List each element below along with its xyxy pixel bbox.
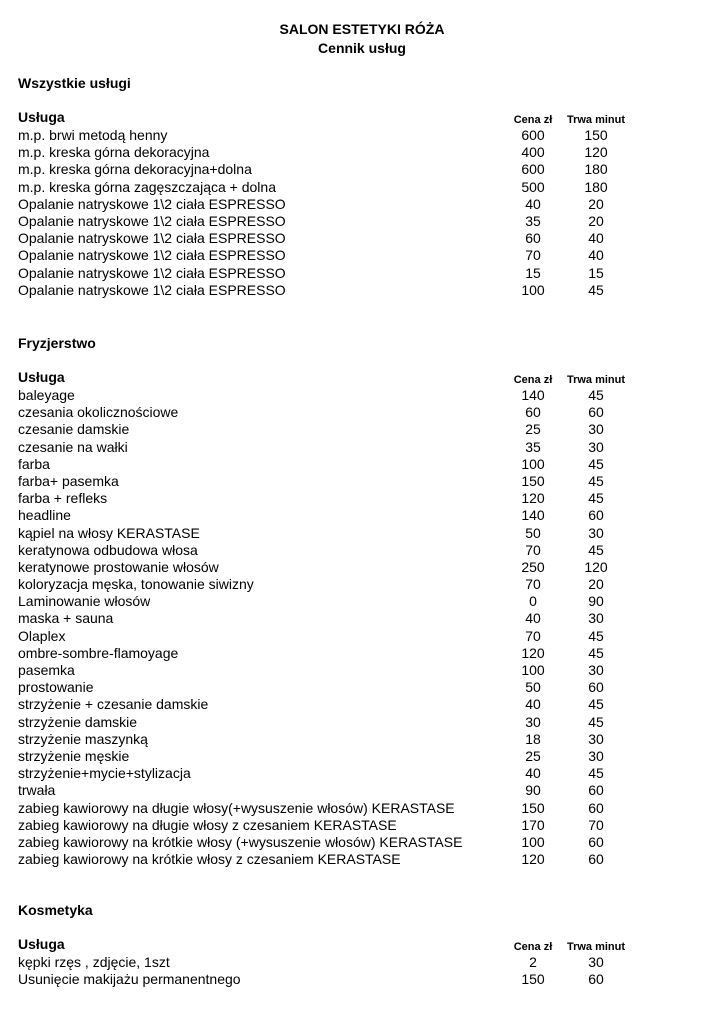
table-row [0,456,724,473]
table-row [0,731,724,748]
service-duration: 70 [588,816,604,833]
service-duration: 60 [588,851,604,868]
service-name: farba [18,455,50,472]
service-duration: 45 [588,455,604,472]
section-title: Fryzjerstwo [18,335,96,351]
service-price: 70 [525,541,541,558]
column-header-price: Cena zł [513,941,553,953]
table-row [0,610,724,627]
service-price: 18 [525,730,541,747]
service-name: maska + sauna [18,610,114,627]
service-price: 100 [521,662,545,678]
service-name: strzyżenie maszynką [18,730,148,747]
service-price: 15 [525,264,541,281]
service-duration: 60 [588,507,604,524]
service-name: ombre-sombre-flamoyage [18,644,179,661]
service-duration: 30 [588,954,604,970]
table-row [0,851,724,868]
service-duration: 90 [588,593,604,610]
table-row [0,265,724,282]
service-duration: 45 [588,765,604,782]
service-name: Opalanie natryskowe 1\2 ciała ESPRESSO [18,264,286,281]
table-row [0,559,724,576]
service-name: czesanie damskie [18,421,130,438]
service-duration: 30 [588,662,604,678]
table-row [0,144,724,161]
service-duration: 60 [588,404,604,421]
table-row [0,525,724,542]
table-row [0,576,724,593]
table-row [0,714,724,731]
service-price: 60 [525,230,541,247]
service-duration: 40 [588,247,604,264]
service-price: 120 [521,490,545,507]
table-row [0,748,724,765]
salon-title: SALON ESTETYKI RÓŻA [279,21,445,37]
service-rows [0,127,724,299]
service-duration: 45 [588,627,604,644]
service-price: 140 [521,507,545,524]
table-row [0,230,724,247]
table-row [0,179,724,196]
service-price: 600 [521,127,545,143]
service-name: m.p. kreska górna dekoracyjna+dolna [18,161,252,178]
service-price: 70 [525,247,541,264]
service-name: zabieg kawiorowy na długie włosy(+wysuszenie włosów) KERASTASE [18,799,455,816]
table-row [0,971,724,988]
table-row [0,593,724,610]
service-price: 30 [525,713,541,730]
service-name: Olaplex [18,627,66,644]
service-name: Opalanie natryskowe 1\2 ciała ESPRESSO [18,212,286,229]
section-title: Kosmetyka [18,902,93,918]
service-name: m.p. kreska górna zagęszczająca + dolna [18,178,276,195]
service-duration: 180 [584,161,608,178]
table-row [0,542,724,559]
service-rows [0,954,724,988]
service-name: Opalanie natryskowe 1\2 ciała ESPRESSO [18,230,286,247]
service-price: 50 [525,679,541,696]
service-price: 600 [521,161,545,178]
table-header [0,109,724,127]
service-name: Usunięcie makijażu permanentnego [18,971,241,988]
service-rows [0,387,724,868]
service-duration: 30 [588,730,604,747]
service-name: pasemka [18,662,75,678]
service-price: 250 [521,558,545,575]
table-row [0,161,724,178]
column-header-duration: Trwa minut [566,374,626,386]
service-duration: 15 [588,264,604,281]
table-row [0,679,724,696]
service-price: 500 [521,178,545,195]
service-price: 140 [521,387,545,403]
table-row [0,282,724,299]
service-price: 90 [525,782,541,799]
service-name: prostowanie [18,679,94,696]
service-name: koloryzacja męska, tonowanie siwizny [18,576,254,593]
table-row [0,954,724,971]
service-duration: 60 [588,782,604,799]
service-price: 100 [521,281,545,298]
service-duration: 45 [588,387,604,403]
service-price: 70 [525,576,541,593]
table-row [0,213,724,230]
table-row [0,800,724,817]
service-price: 35 [525,438,541,455]
service-duration: 30 [588,524,604,541]
service-duration: 45 [588,696,604,713]
service-name: czesanie na wałki [18,438,128,455]
service-duration: 45 [588,541,604,558]
service-name: baleyage [18,387,75,403]
service-price: 40 [525,195,541,212]
column-header-price: Cena zł [513,114,553,126]
table-row [0,473,724,490]
service-name: strzyżenie damskie [18,713,138,730]
service-price: 50 [525,524,541,541]
service-name: m.p. brwi metodą henny [18,127,168,143]
table-row [0,247,724,264]
service-duration: 45 [588,472,604,489]
service-name: Opalanie natryskowe 1\2 ciała ESPRESSO [18,247,286,264]
column-header-price: Cena zł [513,374,553,386]
service-name: farba + refleks [18,490,108,507]
service-duration: 20 [588,195,604,212]
service-price: 120 [521,644,545,661]
service-price: 40 [525,696,541,713]
service-name: m.p. kreska górna dekoracyjna [18,144,210,161]
table-row [0,507,724,524]
service-duration: 60 [588,679,604,696]
service-name: strzyżenie męskie [18,747,130,764]
service-price: 150 [521,971,545,988]
service-price: 40 [525,765,541,782]
service-price: 2 [529,954,537,970]
service-price: 25 [525,421,541,438]
service-name: zabieg kawiorowy na długie włosy z czesaniem KERASTASE [18,816,397,833]
service-duration: 30 [588,421,604,438]
service-name: keratynowa odbudowa włosa [18,541,198,558]
column-header-duration: Trwa minut [566,114,626,126]
table-row [0,834,724,851]
service-duration: 45 [588,713,604,730]
service-price: 100 [521,455,545,472]
table-header [0,936,724,954]
service-name: Laminowanie włosów [18,593,151,610]
column-header-duration: Trwa minut [566,941,626,953]
table-row [0,127,724,144]
service-duration: 60 [588,833,604,850]
service-price: 60 [525,404,541,421]
price-list-subtitle: Cennik usług [318,40,406,56]
service-name: Opalanie natryskowe 1\2 ciała ESPRESSO [18,281,286,298]
service-duration: 60 [588,799,604,816]
table-row [0,421,724,438]
table-row [0,196,724,213]
service-price: 35 [525,212,541,229]
service-duration: 30 [588,747,604,764]
table-row [0,628,724,645]
service-price: 40 [525,610,541,627]
service-price: 400 [521,144,545,161]
service-duration: 20 [588,212,604,229]
service-price: 170 [521,816,545,833]
service-name: headline [18,507,71,524]
service-price: 150 [521,799,545,816]
column-header-service: Usługa [18,109,65,125]
table-row [0,696,724,713]
table-row [0,662,724,679]
service-duration: 30 [588,610,604,627]
service-price: 70 [525,627,541,644]
service-duration: 45 [588,490,604,507]
table-row [0,404,724,421]
service-name: kąpiel na włosy KERASTASE [18,524,200,541]
service-name: strzyżenie+mycie+stylizacja [18,765,191,782]
table-row [0,817,724,834]
service-duration: 20 [588,576,604,593]
table-row [0,782,724,799]
service-name: zabieg kawiorowy na krótkie włosy z czesaniem KERASTASE [18,851,401,868]
section-title: Wszystkie usługi [18,75,131,91]
service-duration: 120 [584,558,608,575]
service-duration: 150 [584,127,608,143]
service-duration: 45 [588,281,604,298]
service-price: 25 [525,747,541,764]
table-row [0,765,724,782]
service-name: Opalanie natryskowe 1\2 ciała ESPRESSO [18,195,286,212]
table-row [0,439,724,456]
service-duration: 45 [588,644,604,661]
service-duration: 40 [588,230,604,247]
service-name: farba+ pasemka [18,472,119,489]
table-header [0,369,724,387]
column-header-service: Usługa [18,369,65,385]
service-duration: 180 [584,178,608,195]
table-row [0,387,724,404]
service-name: zabieg kawiorowy na krótkie włosy (+wysuszenie włosów) KERASTASE [18,833,463,850]
service-price: 0 [529,593,537,610]
service-name: kępki rzęs , zdjęcie, 1szt [18,954,170,970]
table-row [0,490,724,507]
service-price: 100 [521,833,545,850]
column-header-service: Usługa [18,936,65,952]
service-duration: 120 [584,144,608,161]
service-name: strzyżenie + czesanie damskie [18,696,209,713]
service-duration: 30 [588,438,604,455]
service-price: 150 [521,472,545,489]
service-name: trwała [18,782,56,799]
service-name: keratynowe prostowanie włosów [18,558,219,575]
service-duration: 60 [588,971,604,988]
service-name: czesania okolicznościowe [18,404,179,421]
service-price: 120 [521,851,545,868]
table-row [0,645,724,662]
